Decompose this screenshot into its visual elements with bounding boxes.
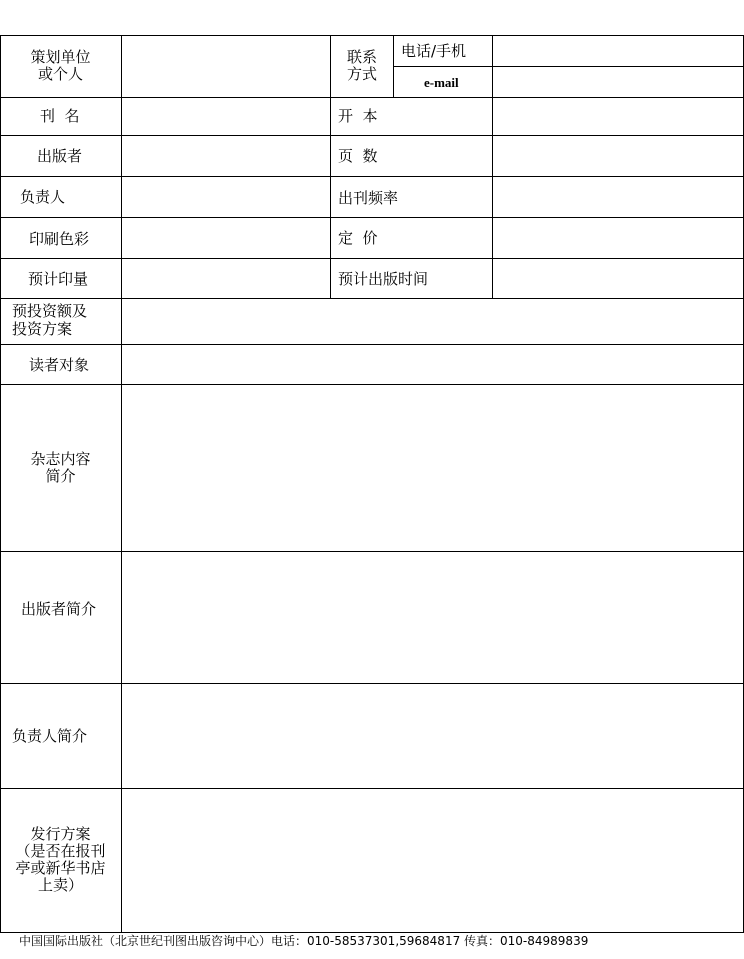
format-label: 开 本 (338, 107, 378, 125)
publication-name-label: 刊 名 (40, 107, 80, 125)
frequency-field[interactable] (493, 177, 743, 217)
email-field[interactable] (493, 67, 743, 97)
distribution-field[interactable] (122, 789, 743, 932)
person-intro-label: 负责人简介 (12, 727, 88, 745)
email-label: e-mail (424, 75, 459, 90)
publication-name-field[interactable] (122, 98, 330, 135)
planning-unit-field[interactable] (122, 36, 330, 97)
magazine-intro-field[interactable] (122, 385, 743, 551)
investment-field[interactable] (122, 299, 743, 344)
print-run-label: 预计印量 (28, 270, 89, 288)
price-label: 定 价 (338, 229, 378, 247)
frequency-label: 出刊频率 (338, 189, 399, 207)
planning-unit-label: 策划单位 或个人 (30, 48, 91, 83)
pages-label: 页 数 (338, 147, 378, 165)
magazine-intro-label: 杂志内容 简介 (30, 450, 91, 485)
person-intro-field[interactable] (122, 684, 743, 788)
readers-field[interactable] (122, 345, 743, 384)
phone-mobile-label: 电话/手机 (401, 42, 467, 60)
contact-method-label: 联系 方式 (346, 48, 377, 83)
print-color-label: 印刷色彩 (29, 230, 90, 248)
publisher-field[interactable] (122, 136, 330, 176)
pages-field[interactable] (493, 136, 743, 176)
publish-time-field[interactable] (493, 259, 743, 298)
distribution-label: 发行方案 （是否在报刊 亭或新华书店 上卖） (15, 825, 106, 894)
price-field[interactable] (493, 218, 743, 258)
phone-mobile-field[interactable] (493, 36, 743, 66)
footer-contact-info: 中国国际出版社（北京世纪刊图出版咨询中心）电话：010-58537301,59684817 传真：010-84989839 (19, 934, 589, 948)
print-run-field[interactable] (122, 259, 330, 298)
publish-time-label: 预计出版时间 (338, 270, 429, 288)
grid-line (393, 35, 394, 98)
person-in-charge-label: 负责人 (20, 188, 66, 206)
publisher-intro-label: 出版者简介 (21, 600, 97, 618)
readers-label: 读者对象 (29, 356, 90, 374)
publisher-intro-field[interactable] (122, 552, 743, 683)
person-in-charge-field[interactable] (122, 177, 330, 217)
print-color-field[interactable] (122, 218, 330, 258)
investment-label: 预投资额及 投资方案 (12, 302, 88, 338)
format-field[interactable] (493, 98, 743, 135)
publisher-label: 出版者 (37, 147, 83, 165)
grid-line (0, 932, 744, 933)
